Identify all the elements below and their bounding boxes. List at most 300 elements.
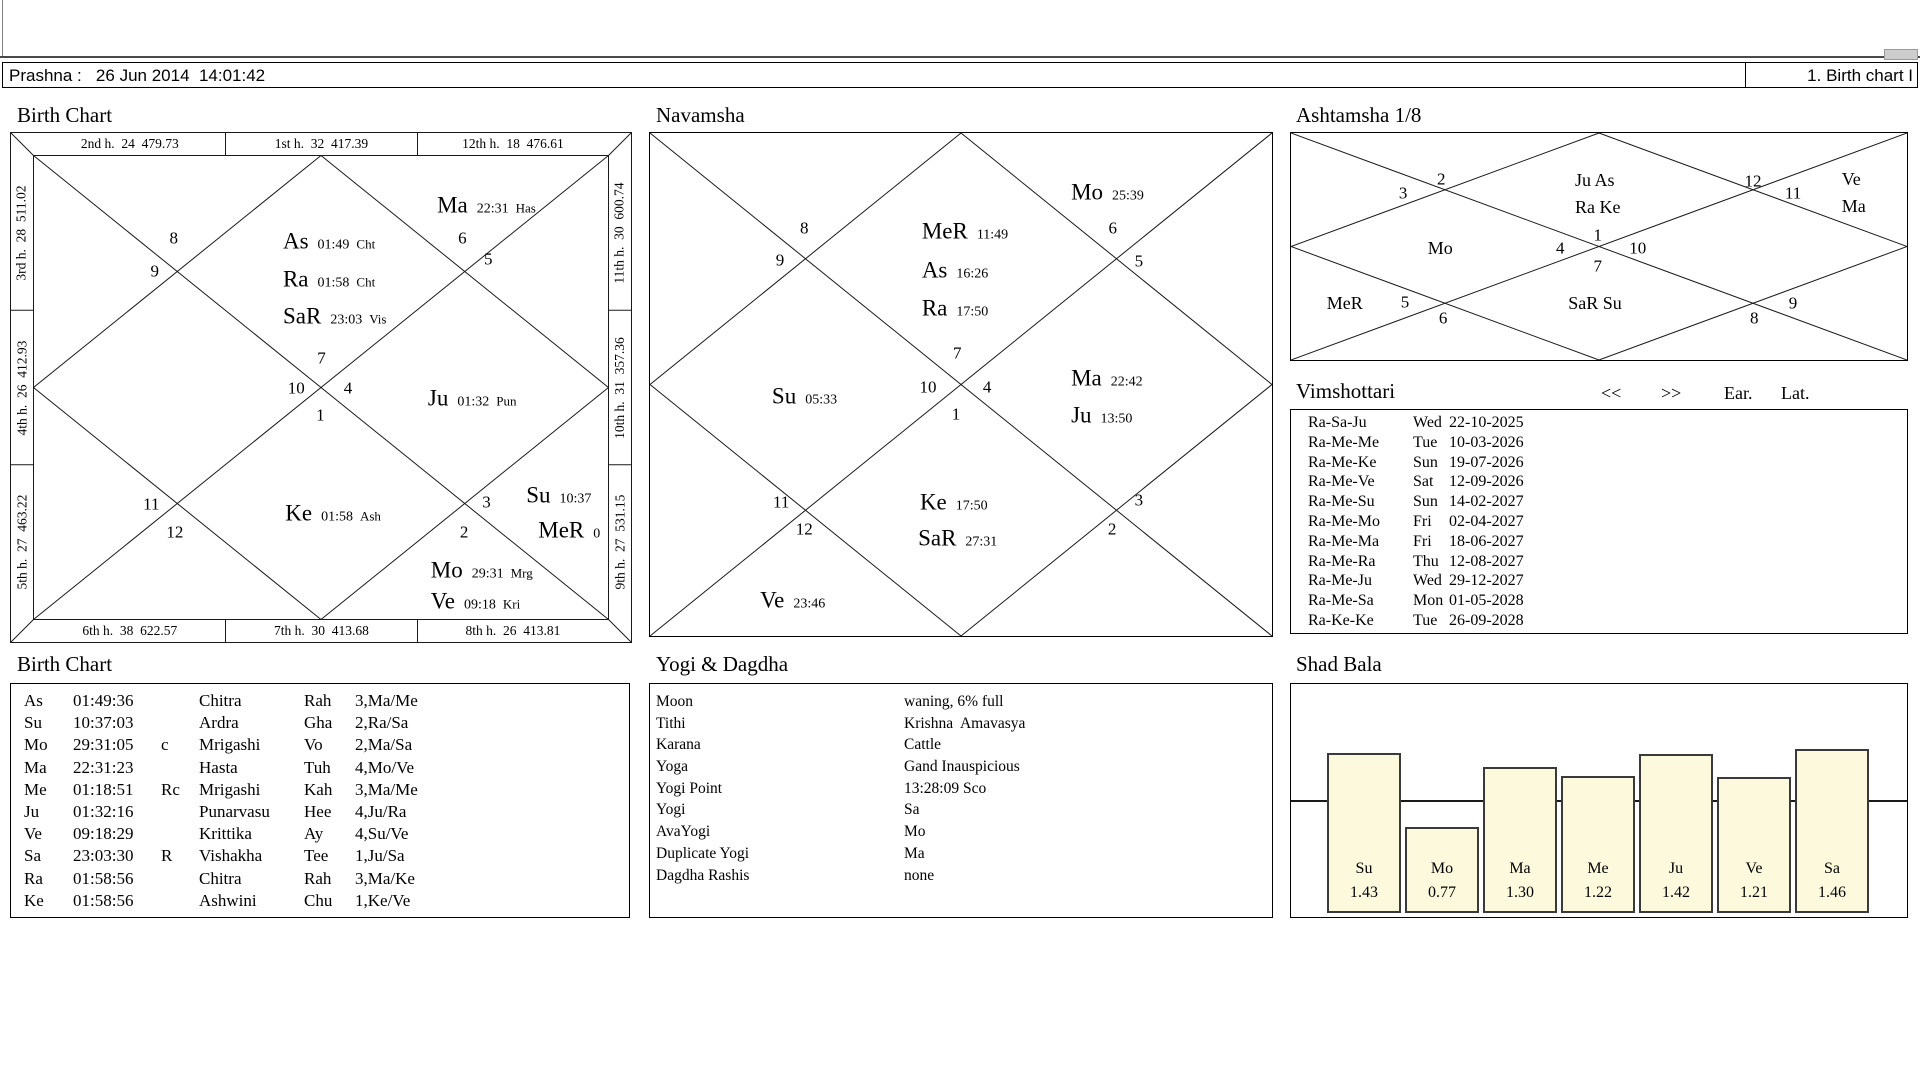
planet-name: Ke: [285, 500, 313, 526]
planet-abbr: Sa: [24, 846, 41, 866]
navamsha-area: [650, 133, 1272, 636]
house-number: 11: [773, 492, 790, 512]
planet-abbr: Ke: [24, 890, 44, 910]
nakshatra-name: Mrigashi: [199, 735, 261, 755]
name-syllable: Rah: [304, 691, 332, 710]
list-item: [650, 736, 1272, 758]
planet-longitude: 01:32:16: [73, 801, 134, 821]
house-number: 8: [169, 228, 178, 248]
shadbala-value: 0.77: [1428, 884, 1456, 901]
vimshottari-row[interactable]: [1291, 553, 1907, 573]
nakshatra-name: Chitra: [199, 691, 242, 710]
list-item: [650, 780, 1272, 802]
nakshatra-name: Vishakha: [199, 846, 263, 866]
dasha-weekday: Tue: [1413, 433, 1438, 451]
planet-longitude: 01:18:51: [73, 779, 134, 799]
planet-name: As: [282, 228, 309, 254]
pada-lords: 1,Ke/Ve: [355, 890, 411, 910]
house-number: 5: [484, 249, 493, 269]
table-row: [11, 780, 629, 802]
planet-name: Ju: [1071, 402, 1092, 428]
shadbala-planet: Ve: [1745, 860, 1763, 877]
nakshatra-name: Mrigashi: [199, 779, 261, 799]
house-edge-label: [11, 465, 33, 620]
yogi-value: 13:28:09 Sco: [904, 779, 987, 797]
yogi-value: Krishna Amavasya: [904, 714, 1026, 732]
dasha-weekday: Thu: [1413, 552, 1439, 570]
shadbala-planet: Su: [1355, 860, 1373, 877]
yogi-value: Ma: [904, 844, 925, 862]
vimshottari-row[interactable]: [1291, 454, 1907, 474]
dasha-weekday: Fri: [1413, 532, 1432, 550]
edge-label-text: 7th h. 30 413.68: [273, 623, 369, 638]
shadbala-bar: [1405, 827, 1479, 913]
name-syllable: Tee: [304, 846, 329, 866]
house-number: 9: [150, 261, 159, 281]
planet-abbr: Su: [24, 713, 42, 733]
planet-degree: 09:18: [464, 597, 496, 613]
house-number: 7: [1593, 256, 1603, 276]
birth-chart-north-indian[interactable]: [10, 132, 632, 643]
name-syllable: Hee: [304, 801, 332, 821]
dasha-date: 29-12-2027: [1449, 572, 1524, 590]
dasha-weekday: Wed: [1413, 414, 1442, 431]
house-number: 10: [1629, 238, 1647, 258]
list-item: [650, 823, 1272, 845]
edge-label-text: 1st h. 32 417.39: [274, 136, 369, 151]
planet-mo: [431, 559, 533, 582]
planet-degree: 10:37: [559, 491, 592, 507]
dasha-lords: Ra-Me-Sa: [1308, 592, 1374, 610]
shadbala-value: 1.22: [1584, 884, 1612, 901]
dasha-date: 12-08-2027: [1449, 552, 1524, 570]
shadbala-planet: Mo: [1430, 860, 1454, 877]
house-edge-label: [609, 465, 631, 620]
house-edge-label: [11, 311, 33, 466]
name-syllable: Rah: [304, 868, 332, 888]
vimshottari-next-button[interactable]: >>: [1661, 383, 1682, 403]
yogi-value: Mo: [904, 823, 926, 841]
yogi-label: Yoga: [656, 758, 689, 776]
navamsha-chart[interactable]: [649, 132, 1273, 637]
planet-longitude: 01:49:36: [73, 691, 134, 710]
house-number: 8: [800, 218, 809, 238]
shadbala-value: 1.30: [1506, 884, 1534, 901]
house-number: 7: [953, 343, 962, 363]
shadbala-value: 1.43: [1350, 884, 1378, 901]
house-number: 12: [1744, 171, 1762, 191]
title-bar: [2, 62, 1918, 88]
yogi-label: AvaYogi: [656, 823, 711, 841]
vimshottari-row[interactable]: [1291, 493, 1907, 513]
planet-name: Ma: [1071, 365, 1102, 391]
planet-abbr: As: [24, 691, 43, 710]
house-edge-label: [34, 620, 226, 642]
vimshottari-row[interactable]: [1291, 473, 1907, 493]
yogi-label: Yogi: [656, 801, 686, 819]
edge-label-text: 9th h. 27 531.15: [612, 495, 628, 590]
chart-text: Mo: [1427, 238, 1453, 259]
shadbala-planet: Ma: [1509, 860, 1531, 877]
house-number: 1: [1593, 225, 1603, 245]
planet-sar: [283, 304, 387, 327]
planet-name: Ju: [427, 385, 449, 411]
planet-ma: [437, 193, 536, 216]
planet-nakshatra: Vis: [369, 311, 387, 327]
planet-degree: 0: [593, 526, 601, 542]
ashtamsha-title: Ashtamsha 1/8: [1296, 103, 1422, 127]
planet-ke: [285, 502, 381, 525]
planet-degree: 29:31: [471, 566, 504, 582]
table-row: [11, 802, 629, 824]
shadbala-bar: [1483, 767, 1557, 913]
shadbala-bar: [1717, 777, 1791, 913]
planet-mer: [922, 220, 1008, 243]
dasha-lords: Ra-Me-Ju: [1308, 572, 1372, 590]
planet-name: MeR: [538, 517, 585, 543]
edge-label-text: 4th h. 26 412.93: [14, 340, 30, 436]
planet-degree: 17:50: [956, 304, 989, 320]
planet-name: SaR: [282, 303, 322, 329]
planet-name: Mo: [430, 557, 463, 583]
planet-name: Ma: [437, 192, 468, 218]
planet-name: As: [921, 257, 948, 283]
vimshottari-row[interactable]: [1291, 513, 1907, 533]
dasha-date: 14-02-2027: [1449, 493, 1524, 511]
house-number: 2: [1437, 169, 1446, 189]
house-number: 4: [1555, 238, 1565, 258]
house-number: 10: [287, 378, 305, 398]
dasha-weekday: Wed: [1413, 572, 1442, 590]
planet-nakshatra: Ash: [359, 508, 381, 524]
table-row: [11, 735, 629, 757]
yogi-value: waning, 6% full: [904, 693, 1004, 710]
house-number: 8: [1749, 308, 1759, 328]
house-number: 6: [1108, 218, 1118, 238]
list-item: [650, 801, 1272, 823]
planet-ra: [283, 267, 375, 290]
planet-ju: [1071, 404, 1132, 427]
dasha-date: 02-04-2027: [1449, 512, 1524, 530]
planet-abbr: Ju: [24, 801, 40, 821]
planet-name: Su: [526, 482, 551, 508]
table-row: [11, 824, 629, 846]
vimshottari-row[interactable]: [1291, 434, 1907, 454]
house-number: 3: [1398, 183, 1408, 203]
planet-longitude: 23:03:30: [73, 846, 134, 866]
house-number: 12: [166, 522, 184, 542]
shadbala-bar: [1561, 776, 1635, 913]
yogi-label: Yogi Point: [656, 779, 723, 797]
vimshottari-prev-button[interactable]: <<: [1601, 383, 1622, 403]
nakshatra-name: Krittika: [199, 824, 252, 844]
dasha-date: 22-10-2025: [1449, 414, 1524, 431]
yogi-value: Sa: [904, 801, 920, 819]
chart-text: Ve: [1841, 169, 1861, 190]
shadbala-value: 1.21: [1740, 884, 1768, 901]
corner-tab: [1884, 49, 1918, 60]
planet-ju: [428, 386, 517, 409]
planet-as: [922, 258, 988, 281]
planet-degree: 17:50: [955, 498, 988, 514]
vimshottari-earlier-button[interactable]: Ear.: [1724, 383, 1753, 403]
house-number: 10: [919, 377, 937, 397]
planet-longitude: 29:31:05: [73, 735, 134, 755]
planet-degree: 27:31: [965, 534, 998, 550]
name-syllable: Kah: [304, 779, 333, 799]
shadbala-bar: [1639, 754, 1713, 913]
dasha-date: 10-03-2026: [1449, 433, 1524, 451]
shadbala-bar: [1327, 753, 1401, 913]
dasha-date: 01-05-2028: [1449, 592, 1524, 610]
planet-degree: 11:49: [976, 227, 1009, 243]
house-edge-label: [417, 620, 609, 642]
yogi-value: none: [904, 866, 935, 884]
planet-mer: [538, 518, 600, 541]
planet-abbr: Ve: [24, 824, 42, 844]
planet-abbr: Ra: [24, 868, 43, 888]
house-number: 5: [1400, 292, 1410, 312]
planet-name: Ve: [760, 587, 785, 613]
dasha-lords: Ra-Me-Ra: [1308, 552, 1376, 570]
dasha-lords: Ra-Sa-Ju: [1308, 414, 1367, 431]
house-number: 1: [316, 405, 325, 425]
dasha-lords: Ra-Me-Su: [1308, 493, 1375, 511]
dasha-date: 26-09-2028: [1449, 611, 1524, 629]
yogi-dagdha-table: [649, 683, 1273, 918]
house-edge-label: [34, 133, 226, 155]
chart-text: Ma: [1841, 196, 1866, 217]
house-number: 3: [482, 492, 491, 512]
vimshottari-title: Vimshottari: [1296, 379, 1396, 403]
planet-longitude: 01:58:56: [73, 890, 134, 910]
vimshottari-row[interactable]: [1291, 612, 1907, 632]
nakshatra-name: Ardra: [199, 713, 239, 733]
name-syllable: Gha: [304, 713, 333, 733]
yogi-value: Cattle: [904, 736, 942, 754]
list-item: [650, 845, 1272, 867]
planet-name: Mo: [1071, 179, 1104, 205]
planet-ke: [920, 491, 988, 514]
edge-label-text: 6th h. 38 622.57: [82, 623, 178, 638]
dasha-weekday: Sat: [1413, 473, 1434, 491]
planet-degree: 22:42: [1110, 374, 1143, 390]
chart-text: MeR: [1326, 293, 1363, 314]
nakshatra-name: Chitra: [199, 868, 242, 888]
dasha-weekday: Tue: [1413, 611, 1438, 629]
dasha-weekday: Sun: [1413, 453, 1438, 471]
yogi-label: Moon: [656, 693, 694, 710]
edge-label-text: 8th h. 26 413.81: [465, 623, 561, 638]
name-syllable: Ay: [304, 824, 324, 844]
navamsha-title: Navamsha: [656, 103, 745, 127]
house-edge-label: [609, 311, 631, 466]
shadbala-planet: Sa: [1824, 860, 1840, 877]
shadbala-bar: [1795, 749, 1869, 913]
dasha-date: 18-06-2027: [1449, 532, 1524, 550]
house-number: 2: [1107, 519, 1117, 539]
yogi-label: Karana: [656, 736, 701, 754]
pada-lords: 4,Mo/Ve: [355, 757, 415, 777]
dasha-lords: Ra-Ke-Ke: [1308, 611, 1374, 629]
dasha-lords: Ra-Me-Ma: [1308, 532, 1380, 550]
list-item: [650, 693, 1272, 715]
dasha-lords: Ra-Me-Me: [1308, 433, 1380, 451]
planet-longitude: 10:37:03: [73, 713, 134, 733]
planet-degree: 01:58: [321, 509, 353, 525]
planet-su: [772, 385, 837, 408]
yogi-label: Duplicate Yogi: [656, 844, 749, 862]
planet-name: MeR: [921, 218, 968, 244]
house-number: 9: [775, 250, 785, 270]
birth-position-table: [10, 683, 630, 918]
house-number: 11: [143, 494, 160, 514]
edge-label-text: 12th h. 18 476.61: [462, 136, 564, 151]
nakshatra-name: Hasta: [199, 757, 238, 777]
table-row: [11, 891, 629, 913]
house-number: 7: [317, 348, 326, 368]
planet-nakshatra: Cht: [356, 274, 376, 290]
planet-sar: [918, 526, 997, 549]
chart-text: Ju As: [1574, 169, 1615, 190]
dasha-weekday: Sun: [1413, 493, 1438, 511]
planet-name: SaR: [918, 525, 957, 551]
dasha-lords: Ra-Me-Mo: [1308, 512, 1380, 530]
house-number: 4: [343, 378, 353, 398]
pada-lords: 4,Ju/Ra: [355, 801, 407, 821]
planet-name: Ve: [430, 588, 456, 614]
planet-name: Su: [771, 383, 797, 409]
birth-chart-title: Birth Chart: [17, 103, 113, 127]
planet-nakshatra: Pun: [496, 393, 517, 409]
shadbala-planet: Me: [1587, 860, 1609, 877]
planet-nakshatra: Cht: [356, 236, 376, 252]
planet-abbr: Me: [24, 779, 47, 799]
table-row: [11, 869, 629, 891]
house-number: 12: [795, 519, 813, 539]
planet-degree: 05:33: [805, 392, 838, 408]
dasha-weekday: Mon: [1413, 592, 1444, 610]
house-number: 4: [982, 377, 992, 397]
shadbala-planet: Ju: [1668, 860, 1684, 877]
vimshottari-list: [1290, 409, 1908, 634]
planet-ra: [922, 297, 988, 320]
vimshottari-row[interactable]: [1291, 592, 1907, 612]
ashtamsha-chart[interactable]: [1290, 132, 1908, 361]
yogi-label: Tithi: [656, 714, 686, 732]
dasha-date: 19-07-2026: [1449, 453, 1524, 471]
chart-text: SaR Su: [1568, 293, 1622, 314]
motion-flag: c: [161, 735, 169, 755]
vimshottari-row[interactable]: [1291, 533, 1907, 553]
motion-flag: Rc: [161, 779, 180, 799]
planet-degree: 01:49: [317, 237, 350, 253]
table-row: [11, 846, 629, 868]
prashna-datetime: Prashna : 26 Jun 2014 14:01:42: [9, 66, 266, 85]
shadbala-title: Shad Bala: [1296, 652, 1382, 676]
house-number: 11: [1784, 183, 1802, 203]
window-left-edge: [2, 0, 3, 56]
yogi-value: Gand Inauspicious: [904, 758, 1020, 776]
vimshottari-row[interactable]: [1291, 414, 1907, 434]
planet-ve: [760, 588, 825, 611]
toolbar-divider: [0, 56, 1920, 58]
shadbala-chart: [1290, 683, 1908, 918]
planet-ma: [1071, 366, 1143, 389]
planet-abbr: Ma: [24, 757, 47, 777]
edge-label-text: 2nd h. 24 479.73: [80, 136, 179, 151]
planet-degree: 22:31: [476, 201, 509, 217]
table-row: [11, 713, 629, 735]
house-number: 3: [1134, 490, 1144, 510]
pada-lords: 2,Ra/Sa: [355, 713, 409, 733]
pada-lords: 3,Ma/Me: [355, 779, 418, 799]
planet-longitude: 01:58:56: [73, 868, 134, 888]
table-row: [11, 691, 629, 713]
house-number: 6: [458, 228, 467, 248]
planet-longitude: 22:31:23: [73, 757, 134, 777]
yogi-label: Dagdha Rashis: [656, 866, 750, 884]
planet-degree: 25:39: [1112, 188, 1144, 204]
planet-longitude: 09:18:29: [73, 824, 134, 844]
vimshottari-row[interactable]: [1291, 572, 1907, 592]
planet-degree: 13:50: [1100, 411, 1133, 427]
planet-su: [526, 484, 591, 507]
pada-lords: 4,Su/Ve: [355, 824, 409, 844]
edge-label-text: 10th h. 31 357.36: [612, 337, 628, 439]
planet-degree: 01:32: [457, 394, 490, 410]
planet-as: [283, 230, 375, 253]
motion-flag: R: [161, 846, 173, 866]
planet-name: Ke: [919, 489, 947, 515]
nakshatra-name: Ashwini: [199, 890, 257, 910]
list-item: [650, 715, 1272, 737]
vimshottari-later-button[interactable]: Lat.: [1781, 383, 1810, 403]
edge-label-text: 5th h. 27 463.22: [14, 495, 30, 590]
name-syllable: Chu: [304, 890, 333, 910]
name-syllable: Vo: [304, 735, 323, 755]
house-number: 2: [459, 522, 469, 542]
planet-nakshatra: Has: [515, 200, 536, 216]
birth-table-title: Birth Chart: [17, 652, 113, 676]
table-row: [11, 758, 629, 780]
planet-ve: [431, 590, 521, 613]
house-number: 1: [951, 404, 961, 424]
pada-lords: 1,Ju/Sa: [355, 846, 405, 866]
house-edge-label: [11, 156, 33, 311]
house-number: 6: [1438, 308, 1448, 328]
edge-label-text: 11th h. 30 600.74: [612, 182, 627, 284]
planet-nakshatra: Mrg: [510, 565, 533, 581]
house-edge-label: [226, 133, 418, 155]
list-item: [650, 758, 1272, 780]
birth-chart-area: [34, 156, 609, 620]
house-edge-label: [417, 133, 609, 155]
nakshatra-name: Punarvasu: [199, 801, 270, 821]
edge-label-text: 3rd h. 28 511.02: [14, 185, 29, 281]
pane-title: 1. Birth chart I: [1745, 63, 1917, 87]
planet-degree: 23:03: [330, 312, 363, 328]
pada-lords: 3,Ma/Me: [355, 691, 418, 710]
planet-degree: 01:58: [317, 275, 350, 291]
dasha-lords: Ra-Me-Ke: [1308, 453, 1377, 471]
planet-name: Ra: [282, 266, 309, 292]
house-number: 5: [1134, 251, 1144, 271]
dasha-weekday: Fri: [1413, 512, 1432, 530]
shadbala-value: 1.42: [1662, 884, 1690, 901]
planet-mo: [1071, 180, 1144, 203]
pada-lords: 3,Ma/Ke: [355, 868, 415, 888]
